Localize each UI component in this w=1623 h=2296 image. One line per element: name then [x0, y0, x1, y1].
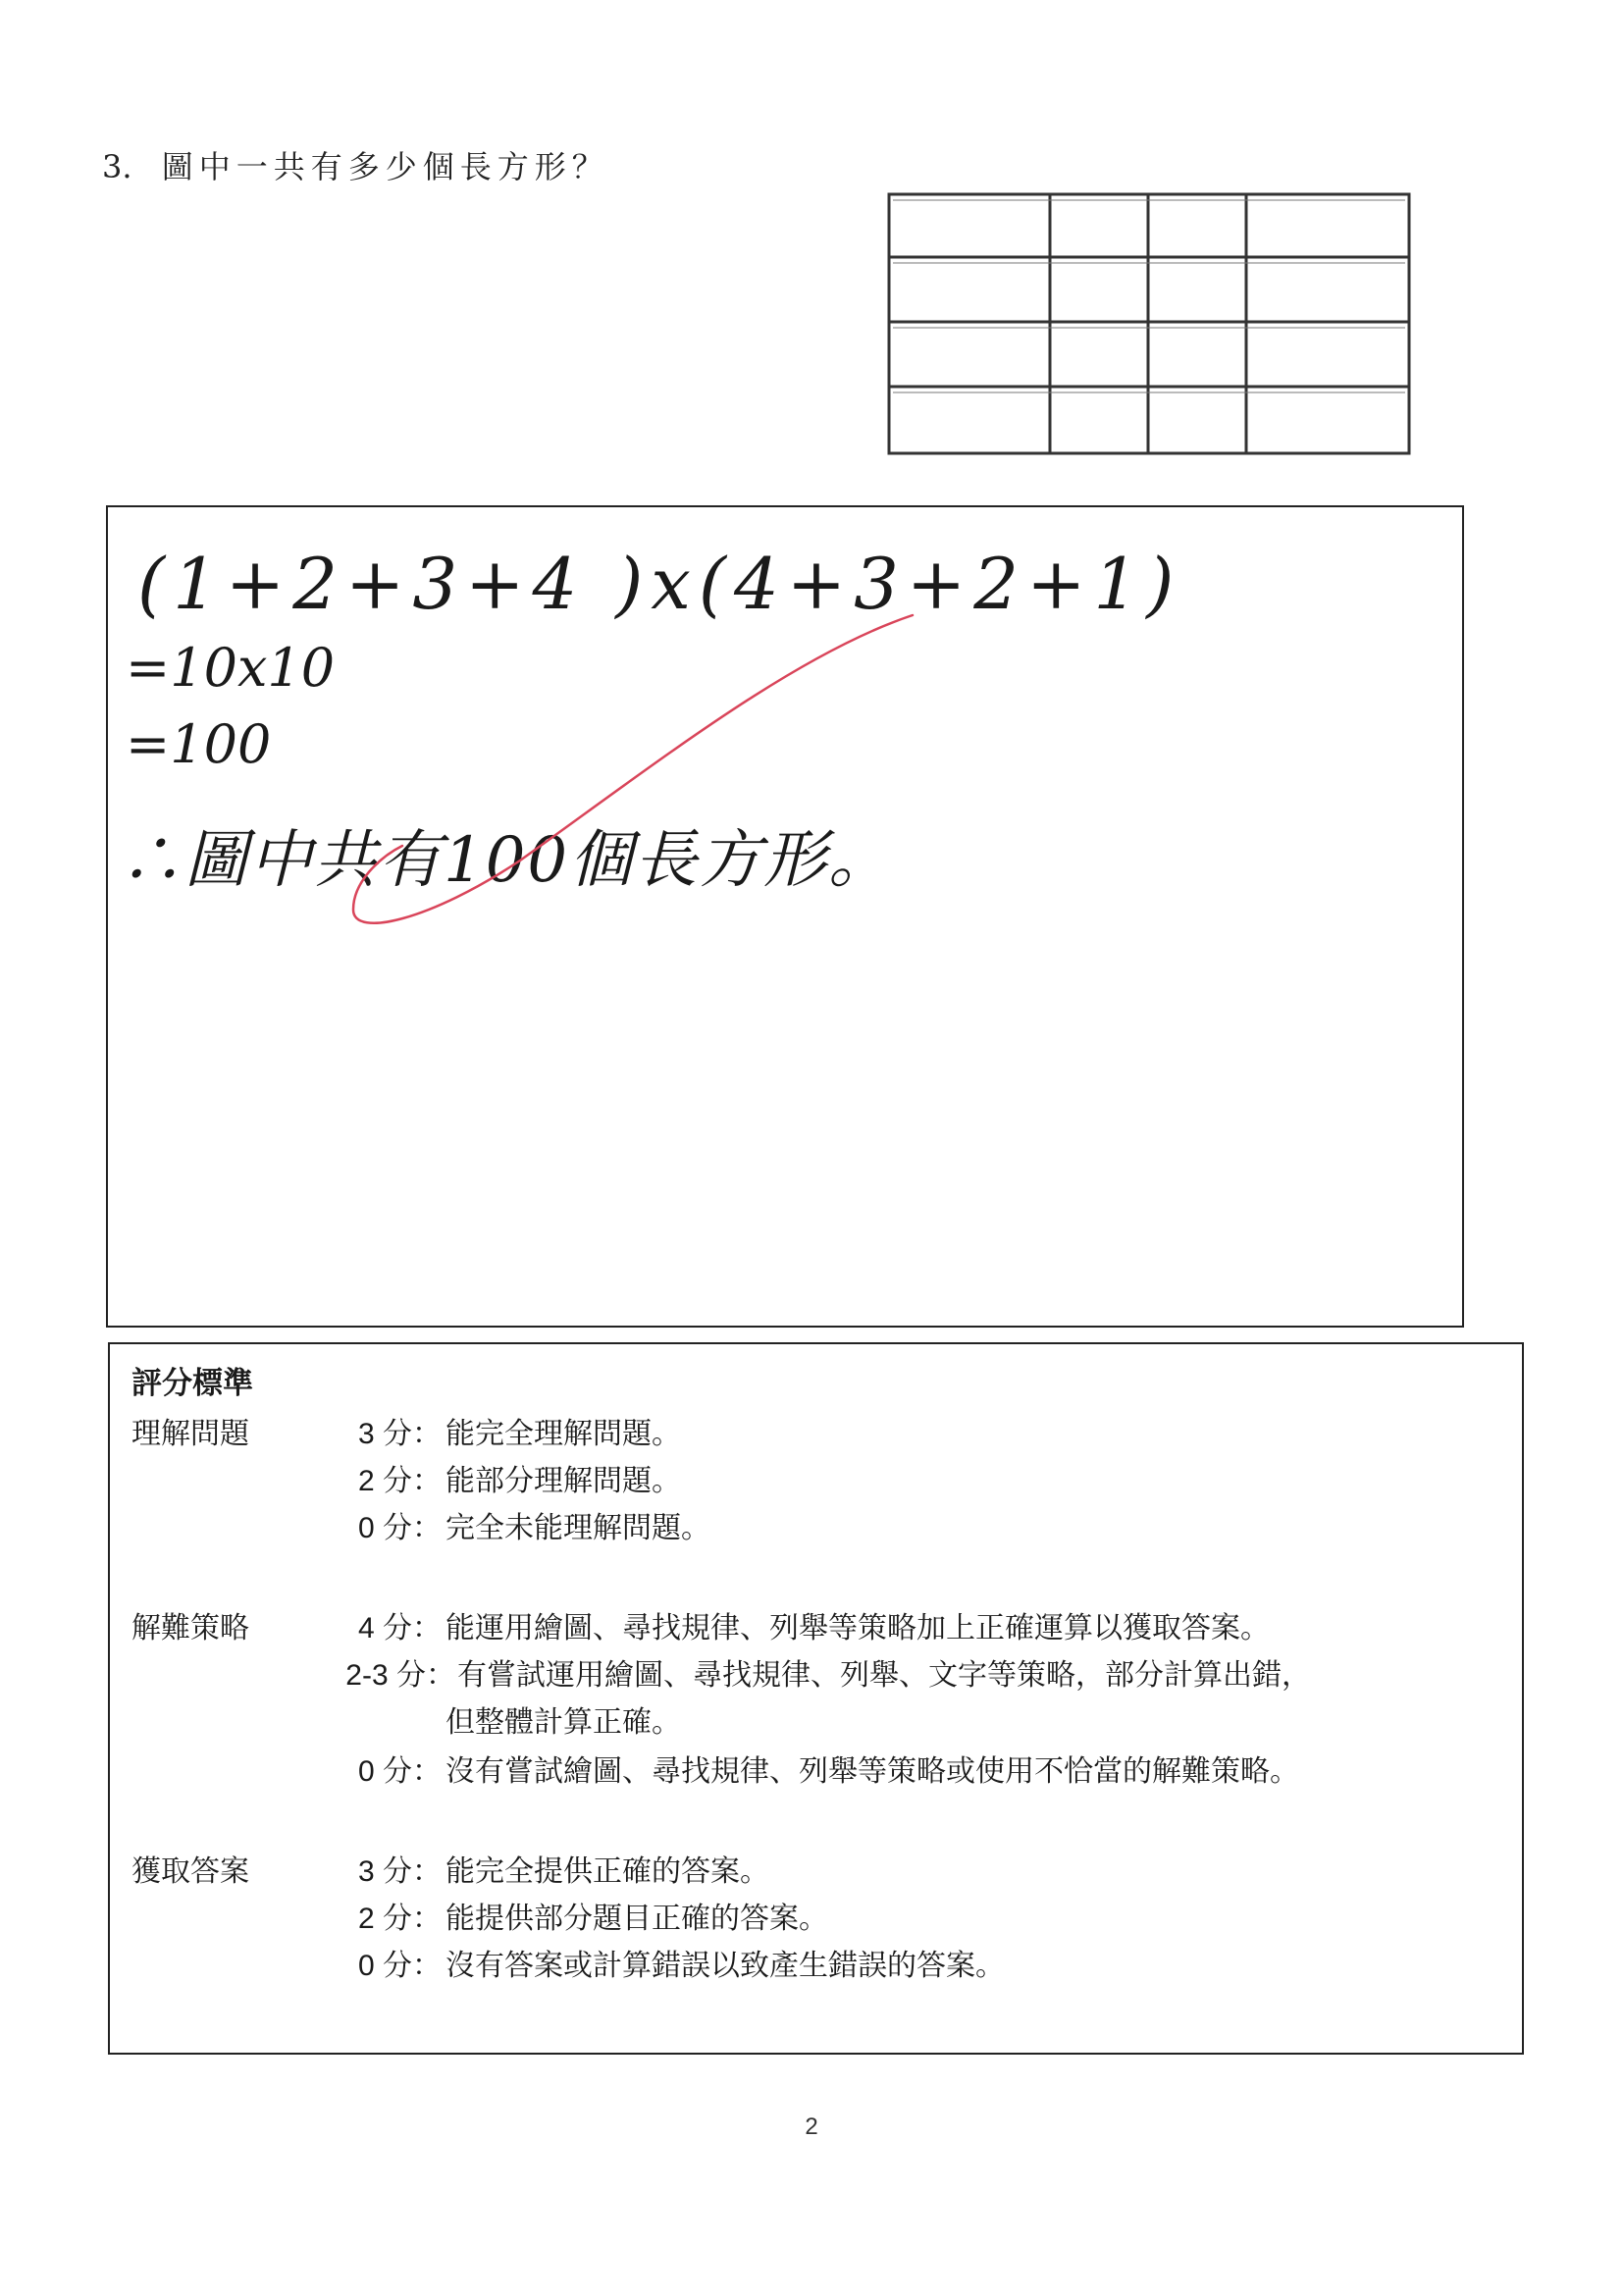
rubric-row	[110, 1603, 1522, 1650]
section-label: 獲取答案	[131, 1855, 249, 1888]
rubric-row	[110, 1894, 1522, 1941]
rubric-row	[110, 1456, 1522, 1503]
rubric-row	[110, 1503, 1522, 1550]
rubric-row	[110, 1847, 1522, 1894]
answer-line-1: (1+2+3+4 )x(4+3+2+1)	[137, 543, 1182, 625]
score-description-continued: 但整體計算正確。	[445, 1706, 681, 1739]
score-description: 沒有嘗試繪圖、尋找規律、列舉等策略或使用不恰當的解難策略。	[445, 1755, 1299, 1788]
rectangle-grid-figure	[887, 192, 1411, 455]
page-number: 2	[805, 2113, 818, 2140]
rubric-row	[110, 1697, 1522, 1745]
answer-line-3: =100	[126, 713, 272, 775]
score-description: 完全未能理解問題。	[445, 1512, 710, 1544]
score-value: 2 分：	[357, 1465, 442, 1497]
score-value: 0 分：	[357, 1950, 442, 1982]
red-check-mark	[108, 507, 1466, 1330]
question-text	[102, 142, 609, 187]
rubric-box	[108, 1342, 1524, 2055]
score-value: 4 分：	[357, 1612, 442, 1644]
answer-box	[106, 505, 1464, 1328]
score-description: 有嘗試運用繪圖、尋找規律、列舉、文字等策略，部分計算出錯，	[457, 1659, 1311, 1692]
score-value: 2-3 分：	[345, 1659, 455, 1692]
question-prompt: 圖中一共有多少個長方形？	[161, 148, 609, 185]
rubric-row	[110, 1747, 1522, 1794]
score-value: 3 分：	[357, 1855, 442, 1888]
score-value: 0 分：	[357, 1512, 442, 1544]
score-description: 能部分理解問題。	[445, 1465, 681, 1497]
score-value: 3 分：	[357, 1418, 442, 1450]
score-description: 能提供部分題目正確的答案。	[445, 1903, 828, 1935]
score-value: 2 分：	[357, 1903, 442, 1935]
section-label: 解難策略	[131, 1612, 249, 1644]
rubric-title: 評分標準	[131, 1366, 253, 1400]
rubric-row	[110, 1941, 1522, 1988]
score-value: 0 分：	[357, 1755, 442, 1788]
question-number: 3.	[102, 148, 132, 185]
score-description: 能完全提供正確的答案。	[445, 1855, 769, 1888]
rubric-row	[110, 1650, 1522, 1697]
score-description: 沒有答案或計算錯誤以致產生錯誤的答案。	[445, 1950, 1005, 1982]
answer-line-4: ∴圖中共有100個長方形。	[120, 824, 894, 897]
rubric-row	[110, 1409, 1522, 1456]
score-description: 能運用繪圖、尋找規律、列舉等策略加上正確運算以獲取答案。	[445, 1612, 1270, 1644]
score-description: 能完全理解問題。	[445, 1418, 681, 1450]
answer-line-2: =10x10	[126, 637, 336, 699]
section-label: 理解問題	[131, 1418, 249, 1450]
